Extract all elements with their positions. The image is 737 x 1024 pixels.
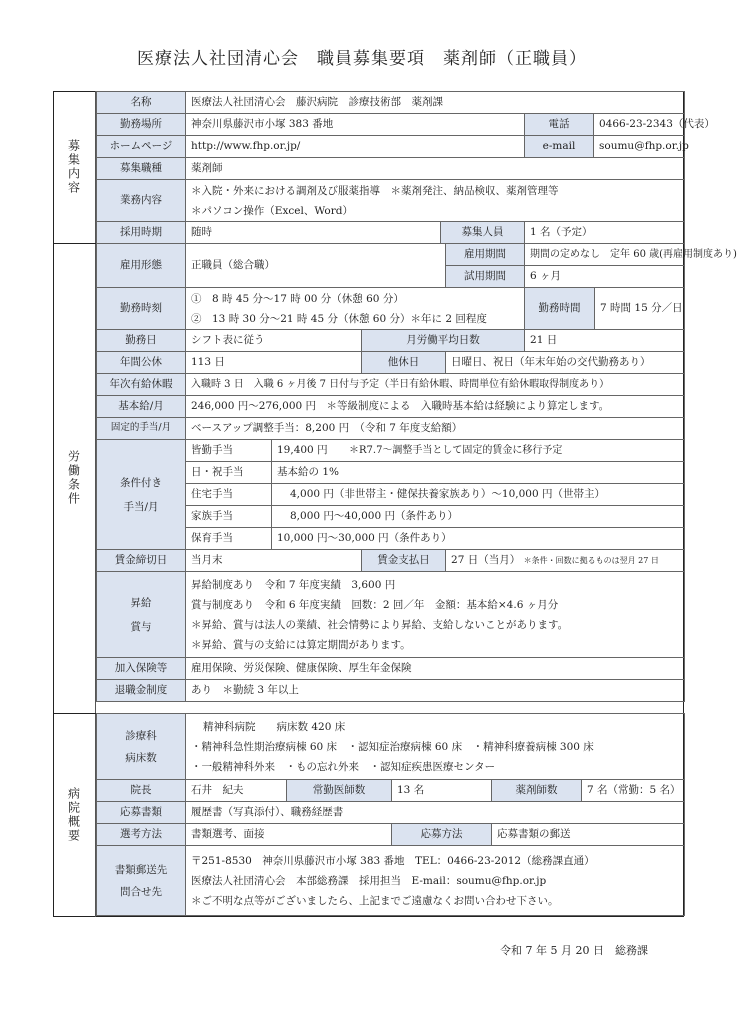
- email-label: e-mail: [525, 136, 594, 158]
- payday-text: 27 日（当月）: [451, 554, 521, 567]
- duties-value: [186, 180, 685, 222]
- section-recruit: [53, 91, 96, 243]
- period-value: 期間の定めなし 定年 60 歳(再雇用制度あり): [525, 244, 685, 266]
- allowance-value: 4,000 円（非世帯主・健保扶養家族あり）～10,000 円（世帯主）: [272, 484, 685, 506]
- name-value: 医療法人社団清心会 藤沢病院 診療技術部 薬剤課: [186, 92, 685, 114]
- homepage-label: ホームページ: [97, 136, 186, 158]
- allowance-name: 住宅手当: [186, 484, 272, 506]
- labor-table: [96, 243, 737, 702]
- monthly-label: 月労働平均日数: [362, 330, 525, 352]
- doctors-label: 常勤医師数: [287, 780, 392, 802]
- director-value: 石井 紀夫: [186, 780, 287, 802]
- raise-line: ＊昇給、賞与は法人の業績、社会情勢により昇給、支給しないことがあります。: [191, 618, 569, 631]
- footer-date: 令和 7 年 5 月 20 日 総務課: [500, 944, 648, 957]
- duties-line: ＊パソコン操作（Excel、Word）: [191, 204, 353, 217]
- allowance-value: 基本給の 1%: [272, 462, 685, 484]
- hours-line: ② 13 時 30 分～21 時 45 分（休憩 60 分）＊年に 2 回程度: [191, 312, 487, 325]
- allowance-name: 皆勤手当: [186, 440, 272, 462]
- doctors-value: 13 名: [392, 780, 492, 802]
- retire-label: 退職金制度: [97, 680, 186, 702]
- allowance-label: [97, 440, 186, 550]
- holidays-value: 113 日: [186, 352, 362, 374]
- otherholiday-value: 日曜日、祝日（年末年始の交代勤務あり）: [446, 352, 685, 374]
- homepage-link[interactable]: http://www.fhp.or.jp/: [186, 136, 525, 158]
- raise-line: 昇給制度あり 令和 7 年度実績 3,600 円: [191, 578, 396, 591]
- dept-label: [97, 714, 186, 780]
- section-hospital-label: 病院概要: [66, 787, 81, 843]
- count-value: 1 名（予定）: [525, 222, 685, 244]
- location-label: 勤務場所: [97, 114, 186, 136]
- job-label: 募集職種: [97, 158, 186, 180]
- mail-label-line: 問合せ先: [120, 885, 162, 898]
- allowance-value: 8,000 円～40,000 円（条件あり）: [272, 506, 685, 528]
- fixed-value: ベースアップ調整手当：8,200 円 （令和 7 年度支給額）: [186, 418, 685, 440]
- select-value: 書類選考、面接: [186, 824, 392, 846]
- otherholiday-label: 他休日: [362, 352, 446, 374]
- hours-value: [186, 288, 525, 330]
- dept-line: ・精神科急性期治療病棟 60 床 ・認知症治療病棟 60 床 ・精神科療養病棟 300 床: [191, 740, 594, 753]
- hours-label: 勤務時刻: [97, 288, 186, 330]
- employment-value: 正職員（総合職）: [186, 244, 446, 288]
- docs-value: 履歴書（写真添付）、職務経歴書: [186, 802, 685, 824]
- payday-label: 賃金支払日: [362, 550, 446, 572]
- job-value: 薬剤師: [186, 158, 685, 180]
- mail-value: [186, 846, 685, 916]
- paidleave-label: 年次有給休暇: [97, 374, 186, 396]
- period-label: 雇用期間: [446, 244, 525, 266]
- allowance-label-line: 条件付き: [120, 476, 162, 489]
- section-recruit-label: 募集内容: [66, 139, 81, 195]
- apply-label: 応募方法: [392, 824, 492, 846]
- cutoff-value: 当月末: [186, 550, 362, 572]
- page-title: 医療法人社団清心会 職員募集要項 薬剤師（正職員）: [137, 49, 587, 69]
- dept-line: ・一般精神科外来 ・もの忘れ外来 ・認知症疾患医療センター: [191, 760, 496, 773]
- dept-label-line: 診療科: [125, 729, 157, 742]
- count-label: 募集人員: [441, 222, 525, 244]
- dept-value: [186, 714, 685, 780]
- salary-label: 基本給/月: [97, 396, 186, 418]
- dept-line: 精神科病院 病床数 420 床: [203, 720, 346, 733]
- cutoff-label: 賃金締切日: [97, 550, 186, 572]
- pharm-value: 7 名（常勤：5 名）: [582, 780, 685, 802]
- docs-label: 応募書類: [97, 802, 186, 824]
- dept-label-line: 病床数: [125, 751, 157, 764]
- phone-label: 電話: [525, 114, 594, 136]
- trial-label: 試用期間: [446, 266, 525, 288]
- payday-note: ＊条件・回数に拠るものは翌月 27 日: [523, 556, 659, 566]
- mail-label-line: 書類郵送先: [114, 863, 168, 876]
- phone-value: 0466-23-2343（代表）: [594, 114, 685, 136]
- payday-value: [446, 550, 685, 572]
- mail-line: ＊ご不明な点等がございましたら、上記までご遠慮なくお問い合わせ下さい。: [191, 894, 559, 907]
- raise-label-line: 賞与: [130, 620, 152, 633]
- fixed-label: 固定的手当/月: [97, 418, 186, 440]
- select-label: 選考方法: [97, 824, 186, 846]
- paidleave-value: 入職時 3 日 入職 6 ヶ月後 7 日付与予定（半日有給休暇、時間単位有給休暇取得制度あり）: [186, 374, 685, 396]
- insurance-value: 雇用保険、労災保険、健康保険、厚生年金保険: [186, 658, 685, 680]
- recruit-table: [96, 91, 715, 244]
- allowance-note: ＊R7.7～調整手当として固定的賃金に移行予定: [349, 444, 563, 456]
- employment-label: 雇用形態: [97, 244, 186, 288]
- raise-label: [97, 572, 186, 658]
- allowance-value: [272, 440, 685, 462]
- workdays-value: シフト表に従う: [186, 330, 362, 352]
- section-labor-label: 労働条件: [66, 450, 81, 506]
- raise-line: 賞与制度あり 令和 6 年度実績 回数：2 回／年 金額：基本給×4.6 ヶ月分: [191, 598, 559, 611]
- hospital-table: [96, 713, 685, 916]
- name-label: 名称: [97, 92, 186, 114]
- holidays-label: 年間公休: [97, 352, 186, 374]
- trial-value: 6 ヶ月: [525, 266, 685, 288]
- raise-value: [186, 572, 685, 658]
- allowance-name: 保育手当: [186, 528, 272, 550]
- hire-label: 採用時期: [97, 222, 186, 244]
- allowance-name: 家族手当: [186, 506, 272, 528]
- raise-label-line: 昇給: [130, 596, 152, 609]
- hire-value: 随時: [186, 222, 441, 244]
- director-label: 院長: [97, 780, 186, 802]
- mail-line: 〒251-8530 神奈川県藤沢市小塚 383 番地 TEL：0466-23-2012（総務課直通）: [191, 854, 595, 867]
- duties-line: ＊入院・外来における調剤及び服薬指導 ＊薬剤発注、納品検収、薬剤管理等: [191, 184, 559, 197]
- allowance-name: 日・祝手当: [186, 462, 272, 484]
- section-hospital: [53, 713, 96, 917]
- pharm-label: 薬剤師数: [492, 780, 582, 802]
- monthly-value: 21 日: [525, 330, 685, 352]
- duties-label: 業務内容: [97, 180, 186, 222]
- insurance-label: 加入保険等: [97, 658, 186, 680]
- allowance-amount: 19,400 円: [277, 444, 328, 457]
- location-value: 神奈川県藤沢市小塚 383 番地: [186, 114, 525, 136]
- allowance-value: 10,000 円～30,000 円（条件あり）: [272, 528, 685, 550]
- raise-line: ＊昇給、賞与の支給には算定期間があります。: [191, 638, 411, 651]
- hours-line: ① 8 時 45 分～17 時 00 分（休憩 60 分）: [191, 292, 404, 305]
- mail-label: [97, 846, 186, 916]
- mail-line: 医療法人社団清心会 本部総務課 採用担当 E-mail：soumu@fhp.or.jp: [191, 874, 547, 887]
- allowance-label-line: 手当/月: [123, 500, 159, 513]
- section-labor: [53, 243, 96, 713]
- apply-value: 応募書類の郵送: [492, 824, 685, 846]
- worktime-label: 勤務時間: [525, 288, 595, 330]
- salary-value: 246,000 円～276,000 円 ＊等級制度による 入職時基本給は経験により算定します。: [186, 396, 685, 418]
- workdays-label: 勤務日: [97, 330, 186, 352]
- email-link[interactable]: soumu@fhp.or.jp: [594, 136, 685, 158]
- retire-value: あり ＊勤続 3 年以上: [186, 680, 685, 702]
- worktime-value: 7 時間 15 分／日: [595, 288, 685, 330]
